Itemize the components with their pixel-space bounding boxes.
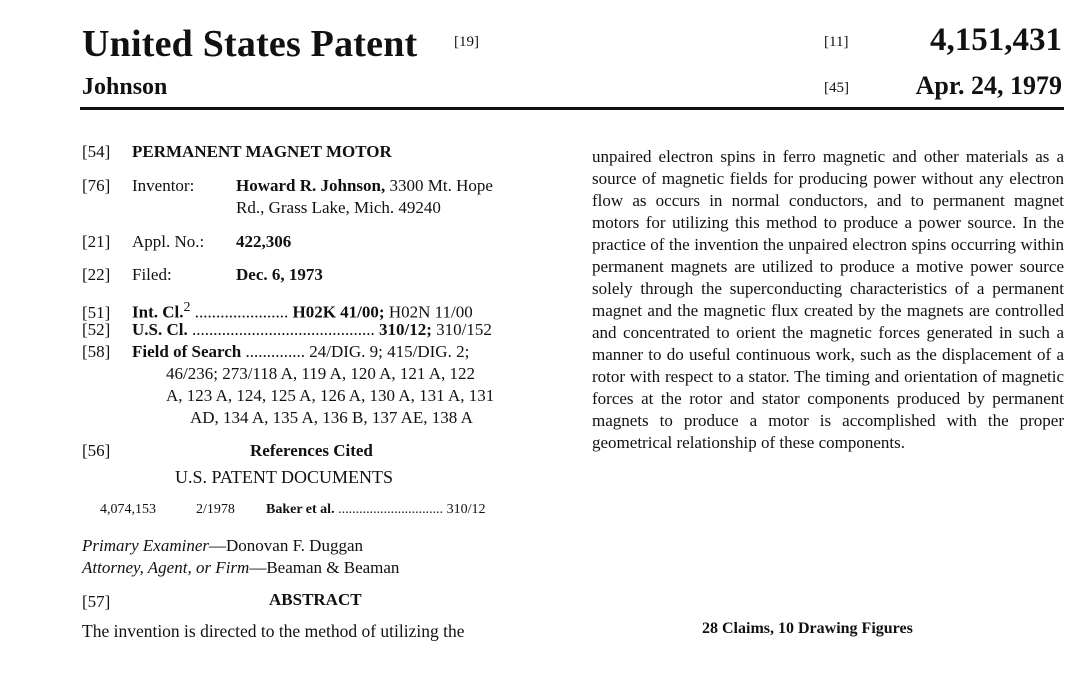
references-subheading: U.S. PATENT DOCUMENTS: [175, 467, 394, 487]
search-line-2: 46/236; 273/118 A, 119 A, 120 A, 121 A, 122: [166, 364, 476, 383]
reference-date: 2/1978: [196, 502, 235, 517]
reference-row: [100, 501, 485, 519]
title-field: [82, 141, 392, 163]
search-label: Field of Search: [132, 342, 242, 361]
abstract-text-right: unpaired electron spins in ferro magnetic and other materials as a source of magnetic fields for producing power without any electron flow as occurs in normal conductors, and to permanent magnet motors for utilizing this method to produce a power source. In the practice of the invention the unpaired electron spins occurring within permanent magnets are utilized to produce a motive power source solely through the superconducting characteristics of a permanent magnet and the magnetic flux created by the magnets are controlled and concentrated to orient the magnetic forces generated in such a manner to do useful continuous work, such as the displacement of a rotor with respect to a stator. The timing and orientation of magnetic forces at the rotor and stator components produced by permanent magnets to produce a motor is accomplished with the proper geometrical relationship of these components.: [592, 147, 1064, 452]
inventor-address-1: 3300 Mt. Hope: [389, 176, 493, 195]
search-field: [82, 341, 469, 363]
claims-count: 28 Claims, 10 Drawing Figures: [702, 620, 913, 637]
primary-examiner: [82, 535, 363, 557]
appl-value: 422,306: [236, 232, 292, 251]
us-cl-field: [82, 319, 492, 341]
code-11: [11]: [824, 34, 849, 50]
appl-label: Appl. No.:: [132, 232, 205, 251]
filed-value: Dec. 6, 1973: [236, 265, 323, 284]
inventor-address-2: Rd., Grass Lake, Mich. 49240: [236, 198, 441, 217]
inventor-field: [82, 175, 493, 197]
attorney: [82, 557, 399, 579]
search-line-4: AD, 134 A, 135 A, 136 B, 137 AE, 138 A: [190, 408, 473, 427]
search-dots: ..............: [241, 342, 305, 361]
patent-date: Apr. 24, 1979: [915, 71, 1062, 100]
us-cl-main: 310/12;: [378, 320, 432, 339]
inventor-surname: Johnson: [82, 74, 168, 100]
references-heading: References Cited: [250, 441, 373, 460]
us-cl-label: U.S. Cl.: [132, 320, 188, 339]
inventor-name: Howard R. Johnson,: [236, 176, 386, 195]
filed-label: Filed:: [132, 265, 172, 284]
int-cl-sup: 2: [183, 300, 191, 315]
reference-class: 310/12: [446, 502, 486, 517]
int-cl-code: [51]: [82, 302, 111, 322]
patent-title: United States Patent: [82, 23, 418, 65]
appl-code: [21]: [82, 232, 111, 251]
header-rule: [80, 107, 1064, 110]
attorney-value: —Beaman & Beaman: [249, 558, 400, 577]
int-cl-secondary: H02N 11/00: [388, 302, 473, 322]
references-code: [56]: [82, 441, 111, 460]
primary-examiner-label: Primary Examiner: [82, 536, 210, 555]
invention-title: PERMANENT MAGNET MOTOR: [132, 142, 392, 161]
search-code: [58]: [82, 342, 111, 361]
int-cl-dots: ......................: [190, 302, 289, 322]
abstract-text-left: The invention is directed to the method of utilizing the: [82, 621, 465, 641]
int-cl-main: H02K 41/00;: [292, 302, 385, 322]
search-line-3: A, 123 A, 124, 125 A, 126 A, 130 A, 131 A, 131: [166, 386, 495, 405]
search-line-1: 24/DIG. 9; 415/DIG. 2;: [309, 342, 470, 361]
title-code: [54]: [82, 142, 111, 161]
attorney-label: Attorney, Agent, or Firm: [82, 558, 250, 577]
abstract-code: [57]: [82, 592, 111, 611]
filed-code: [22]: [82, 265, 111, 284]
code-19: [19]: [454, 34, 479, 50]
filed-field: [82, 264, 323, 286]
appl-field: [82, 231, 291, 253]
inventor-label: Inventor:: [132, 176, 195, 195]
primary-examiner-value: —Donovan F. Duggan: [209, 536, 364, 555]
abstract-heading: ABSTRACT: [269, 590, 362, 609]
patent-number: 4,151,431: [930, 22, 1062, 58]
code-45: [45]: [824, 80, 849, 96]
int-cl-label: Int. Cl.: [132, 302, 184, 322]
inventor-code: [76]: [82, 176, 111, 195]
reference-dots: ..............................: [334, 502, 444, 517]
us-cl-code: [52]: [82, 320, 111, 339]
reference-name: Baker et al.: [266, 502, 335, 517]
reference-number: 4,074,153: [100, 502, 156, 517]
us-cl-secondary: 310/152: [436, 320, 492, 339]
us-cl-dots: ...........................................: [187, 320, 375, 339]
